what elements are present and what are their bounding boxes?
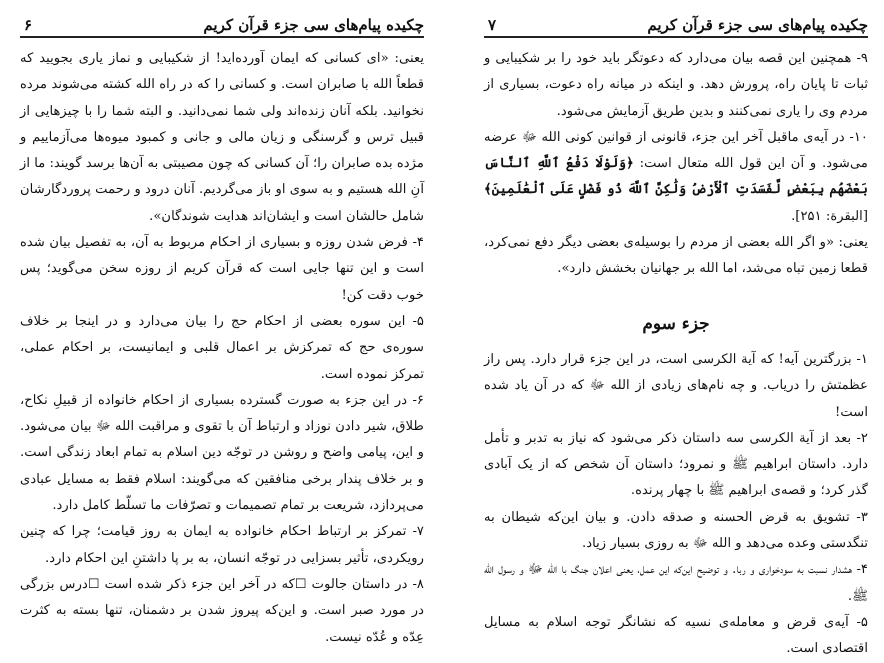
right-page-number: ۷ xyxy=(488,16,497,34)
paragraph: ۵- این سوره بعضی از احکام حج را بیان می‌دارد و در اینجا بر خلاف سوره‌ی حج که تمرکزش بر اعمال قلبی و ایمانیست، بر احکام عملی، تمرکز نموده است. xyxy=(20,313,424,382)
right-header-title: چکیده پیام‌های سی جزء قرآن کریم xyxy=(647,16,868,34)
paragraph: ۵- آیه‌ی قرض و معامله‌ی نسیه که نشانگر توجه اسلام به مسایل اقتصادی است. xyxy=(484,614,868,657)
left-header-title: چکیده پیام‌های سی جزء قرآن کریم xyxy=(203,16,424,34)
paragraph: ۱- بزرگترین آیه! که آیة الکرسی است، در این جزء قرار دارد. پس راز عظمتش را دریاب. و چه نام‌های زیادی از الله ﷻ که در آن یاد شده است! xyxy=(484,351,868,420)
paragraph: ۹- همچنین این قصه بیان می‌دارد که دعوتگر باید خود را بر شکیبایی و ثبات تا پایان راه، پرورش دهد. و اینکه در میانه راه دعوت، بسیاری از مردم وی را یاری نمی‌کنند و بدین طریق آزمایش می‌شود. xyxy=(484,51,868,119)
left-page-number: ۶ xyxy=(24,16,33,34)
left-page-body xyxy=(20,38,424,651)
verse-translation: یعنی: «و اگر الله بعضی از مردم را بوسیله‌ی بعضی دیگر دفع نمی‌کرد، قطعا زمین تباه می‌شد، اما الله بر جهانیان بخشش دارد». xyxy=(484,235,868,277)
paragraph: ۴- فرض شدن روزه و بسیاری از احکام مربوط به آن، به تفصیل بیان شده است و این تنها جایی است که قرآن کریم از روزه سخن می‌گوید؛ پس خوب دقت کن! xyxy=(20,235,424,303)
verse-reference: [البقرة: ۲۵۱]. xyxy=(791,208,868,224)
paragraph-with-verse xyxy=(484,125,868,230)
paragraph: ۳- تشویق به قرض الحسنه و صدقه دادن. و بیان این‌که شیطان به تنگدستی وعده می‌دهد و الله ﷻ به روزی بسیار زیاد. xyxy=(484,509,868,552)
paragraph-text: ۱۰- در آیه‌ی ماقبل آخر این جزء، قانونی از قوانین کونی الله ﷻ عرضه می‌شود. و آن این قول الله متعال است: xyxy=(484,129,869,172)
paragraph: ۶- در این جزء به صورت گسترده بسیاری از احکام خانواده از قبیلِ نکاح، طلاق، شیر دادن نوزاد و ارتباط آن با تقوی و مراقبت الله ﷻ بیان می‌شود. و این، پیامی واضح و روشن در توجّه دین اسلام به تمام ابعاد زندگی است. و بر خلاف پندار برخی منافقین که می‌گویند: اسلام فقط به مسایل عبادی می‌پردازد، شریعت بر تمام تصمیمات و تصرّفات ما تسلّط کامل دارد. xyxy=(20,392,424,514)
right-page-header xyxy=(484,4,868,38)
left-page xyxy=(20,0,424,645)
section-heading: جزء سوم xyxy=(642,313,710,334)
paragraph: ۲- بعد از آیة الکرسی سه داستان ذکر می‌شود که نیاز به تدبر و تأمل دارد. داستان ابراهیم ﷺ و نمرود؛ داستان آن شخص که از یک آبادی گذر کرد؛ و قصه‌ی ابراهیم ﷺ با چهار پرنده. xyxy=(484,430,868,499)
right-page-body xyxy=(484,38,868,663)
paragraph: ۴- هشدار نسبت به سودخواری و ربا. و توضیح این‌که این عمل، یعنی اعلان جنگ با الله ﷻ و رسول الله ﷺ. xyxy=(484,562,868,604)
paragraph: ۸- در داستان جالوت ☐که در آخر این جزء ذکر شده است ☐درس بزرگی در مورد صبر است. و این‌که پیروز شدن بر دشمنان، تنها بسته به کثرت عِدّه و عُدّه نیست. xyxy=(20,576,424,645)
quran-verse: ﴿وَلَوْلَا دَفْعُ ٱللَّهِ ٱلنَّاسَ بَعْضَهُم بِبَعْضٍ لَّفَسَدَتِ ٱلْأَرْضُ وَلَٰكِنَّ ٱللَّهَ ذُو فَضْلٍ عَلَى ٱلْعَٰلَمِينَ﴾ xyxy=(484,156,868,198)
paragraph: یعنی: «ای کسانی که ایمان آورده‌اید! از شکیبایی و نماز یاری بجویید که قطعاً الله با صابران است. و کسانی را که در راه الله کشته می‌شوند مرده نخوانید. بلکه آنان زنده‌اند ولی شما نمی‌دانید. و البته شما را با چیزهایی از قبیل ترس و گرسنگی و زیان مالی و جانی و کمبود میوه‌ها می‌آزماییم و مژده بده صابران را؛ آن کسانی که چون مصیبتی به آن‌ها برسد گویند: ما از آنِ الله هستیم و به سوی او باز می‌گردیم. آنان درود و رحمت پروردگارشان شامل حالشان است و ایشان‌اند هدایت شوندگان». xyxy=(20,51,424,224)
paragraph: ۷- تمرکز بر ارتباط احکام خانواده به ایمان به روز قیامت؛ چرا که چنین رویکردی، تأثیر بسزایی در توجّه انسان، به بر پا داشتنِ این احکام دارد. xyxy=(20,524,424,566)
left-page-header xyxy=(20,4,424,38)
right-page xyxy=(484,0,869,657)
